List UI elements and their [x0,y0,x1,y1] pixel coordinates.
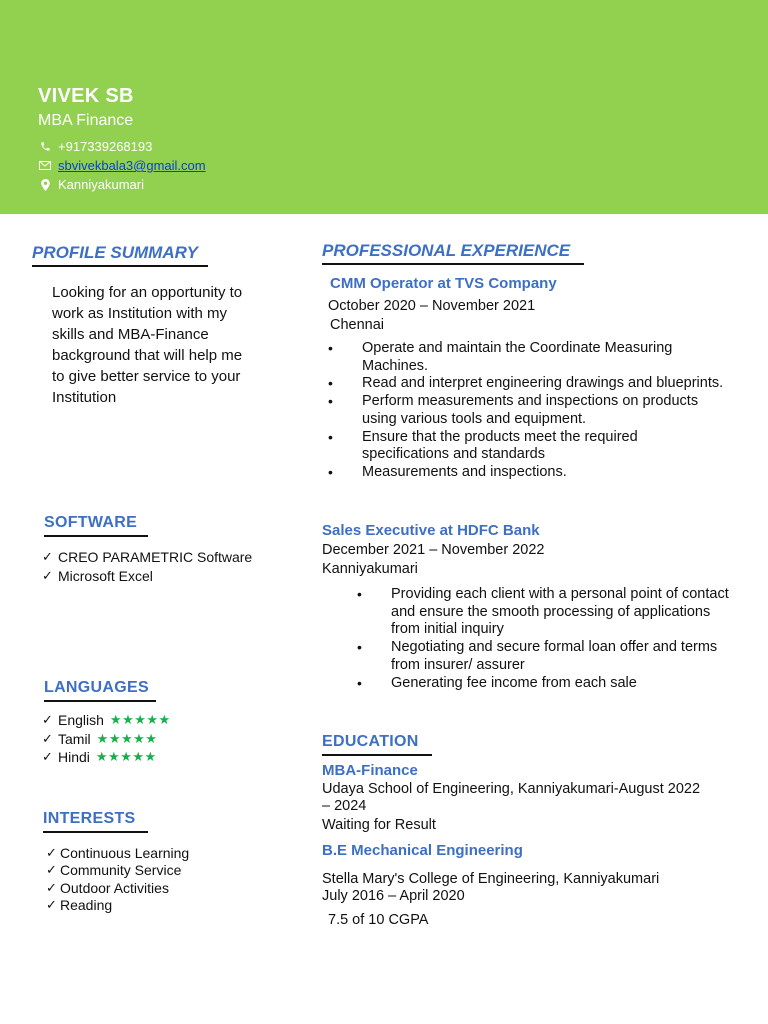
check-icon: ✓ [46,844,57,860]
list-item: ✓ Microsoft Excel [42,567,153,584]
check-icon: ✓ [42,712,53,728]
profile-summary-text: Looking for an opportunity to work as Institution with my skills and MBA-Finance background that will help me to give better service to your Institution [52,284,243,406]
location-text: Kanniyakumari [58,177,144,192]
check-icon: ✓ [46,897,57,913]
phone-icon [38,141,52,153]
check-icon: ✓ [46,862,57,878]
job-title: CMM Operator at TVS Company [330,275,557,292]
software-underline [44,535,148,537]
degree-title: MBA-Finance [322,762,418,779]
list-item: • Measurements and inspections. [328,464,728,482]
list-item: ✓ CREO PARAMETRIC Software [42,549,253,566]
job-duties [328,340,728,482]
interests-list [46,844,189,914]
interests-heading: INTERESTS [43,810,136,827]
experience-underline [322,263,584,265]
degree-note: Waiting for Result [322,817,436,833]
contact-location [38,177,144,192]
list-item: ✓ Continuous Learning [46,844,190,861]
envelope-icon [38,160,52,172]
degree-note: 7.5 of 10 CGPA [328,912,429,928]
check-icon: ✓ [42,549,53,565]
software-heading: SOFTWARE [44,514,138,531]
check-icon: ✓ [42,730,53,746]
star-rating: ★★★★★ [95,749,157,765]
header-banner [0,0,768,214]
experience-heading: PROFESSIONAL EXPERIENCE [322,241,571,260]
interests-underline [43,831,148,833]
job-dates: October 2020 – November 2021 [328,298,536,314]
star-rating: ★★★★★ [96,730,158,746]
list-item: • Providing each client with a personal point of contact and ensure the smooth processing of applications from initial inquiry [357,586,732,639]
languages-heading: LANGUAGES [44,679,149,696]
education-underline [322,754,432,756]
contact-email [38,158,206,173]
check-icon: ✓ [46,879,57,895]
job-location: Kanniyakumari [322,561,418,577]
list-item: • Operate and maintain the Coordinate Measuring Machines. [328,340,728,375]
languages-list [42,711,171,767]
phone-text: +917339268193 [58,139,153,154]
profile-summary-underline [32,265,208,267]
list-item: • Ensure that the products meet the required specifications and standards [328,429,728,464]
languages-underline [44,700,156,702]
job-title: Sales Executive at HDFC Bank [322,522,540,539]
star-rating: ★★★★★ [109,712,171,728]
candidate-role: MBA Finance [38,112,134,129]
job-duties [357,586,732,692]
list-item: ✓ Community Service [46,862,182,879]
map-pin-icon [38,179,52,191]
job-dates: December 2021 – November 2022 [322,542,545,558]
degree-school: Stella Mary's College of Engineering, Kanniyakumari [322,871,660,887]
list-item: ✓ Tamil ★★★★★ [42,730,158,747]
job-location: Chennai [330,317,385,333]
email-link[interactable]: sbvivekbala3@gmail.com [58,158,206,173]
check-icon: ✓ [42,567,53,583]
check-icon: ✓ [42,749,53,765]
education-heading: EDUCATION [322,733,419,750]
list-item: ✓ Outdoor Activities [46,879,169,896]
list-item: ✓ Hindi ★★★★★ [42,749,157,766]
candidate-name: VIVEK SB [38,85,134,107]
degree-title: B.E Mechanical Engineering [322,842,523,859]
degree-dates: July 2016 – April 2020 [322,888,465,904]
list-item: • Generating fee income from each sale [357,675,732,693]
software-list [42,548,252,585]
contact-phone [38,139,152,154]
list-item: • Read and interpret engineering drawings and blueprints. [328,375,728,393]
list-item: • Negotiating and secure formal loan offer and terms from insurer/ assurer [357,639,732,674]
profile-summary-heading: PROFILE SUMMARY [32,243,198,262]
degree-school: Udaya School of Engineering, Kanniyakumari-August 2022 – 2024 [322,781,701,814]
list-item: • Perform measurements and inspections on products using various tools and equipment. [328,393,728,428]
list-item: ✓ English ★★★★★ [42,712,171,729]
list-item: ✓ Reading [46,897,113,914]
